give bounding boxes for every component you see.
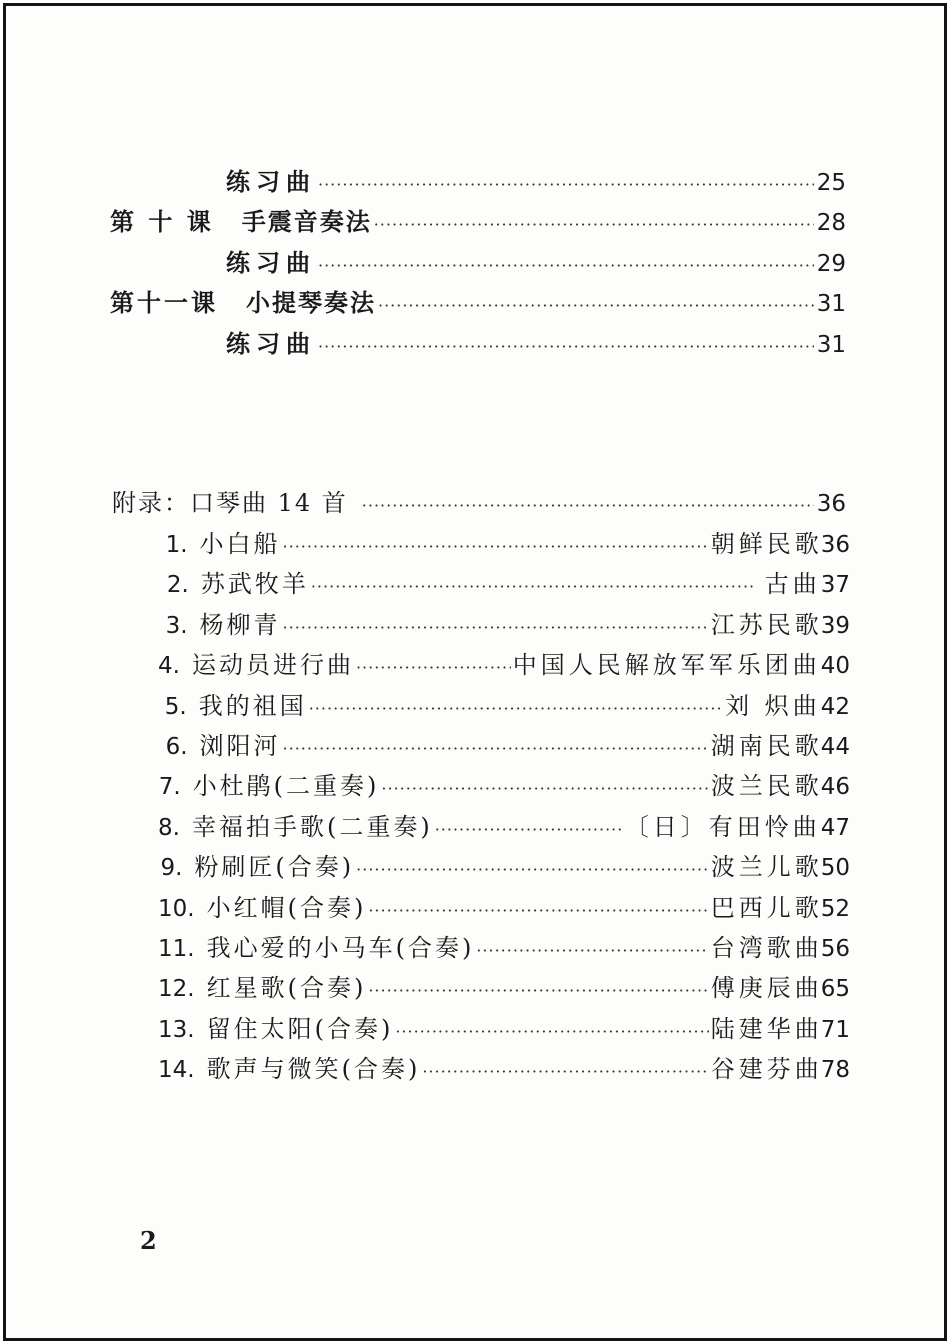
song-page: 46 [820, 774, 850, 801]
song-title: 我心爱的小马车(合奏) [206, 934, 475, 962]
song-title: 留住太阳(合奏) [206, 1014, 394, 1043]
leader-dots [362, 491, 814, 521]
leader-dots [283, 613, 709, 643]
song-title: 小白船 [199, 530, 281, 558]
leader-dots [368, 896, 708, 926]
song-composer: 波兰民歌 [710, 772, 823, 801]
leader-dots [318, 332, 814, 362]
song-number: 13. [158, 1016, 195, 1043]
song-page: 78 [820, 1057, 850, 1084]
song-number: 6. [165, 734, 188, 760]
toc-entry-exercise-2 [226, 248, 846, 281]
song-page: 42 [820, 693, 850, 720]
song-entry [158, 650, 850, 683]
song-composer: 傅庚辰曲 [710, 974, 823, 1003]
song-entry [158, 610, 850, 643]
toc-entry-page: 36 [816, 491, 846, 517]
song-number: 1. [165, 532, 188, 558]
song-entry [158, 812, 850, 845]
leader-dots [283, 734, 709, 764]
song-entry [158, 933, 850, 966]
song-composer: 陆建华曲 [710, 1014, 823, 1043]
leader-dots [318, 251, 814, 281]
song-composer: 波兰儿歌 [710, 853, 823, 882]
song-page: 65 [820, 976, 850, 1003]
toc-entry-exercise-1 [226, 167, 846, 200]
song-entry [158, 529, 850, 562]
song-page: 39 [820, 612, 850, 639]
leader-dots [374, 210, 814, 240]
song-title: 苏武牧羊 [200, 570, 309, 599]
leader-dots [356, 855, 709, 885]
lesson-number: 第十一课 [110, 288, 218, 317]
toc-entry-page: 28 [816, 210, 846, 236]
song-composer: 江苏民歌 [710, 610, 823, 639]
leader-dots [435, 815, 623, 845]
leader-dots [309, 694, 723, 724]
toc-entry-label: 练习曲 [226, 248, 316, 277]
song-composer: 古曲 [764, 570, 821, 599]
page-number: 2 [140, 1226, 157, 1255]
song-page: 36 [820, 532, 850, 558]
song-title: 我的祖国 [198, 691, 307, 720]
song-number: 9. [160, 855, 183, 882]
song-composer: 湖南民歌 [710, 732, 823, 760]
leader-dots [395, 1017, 708, 1047]
song-page: 56 [820, 936, 850, 962]
song-number: 4. [158, 653, 180, 680]
song-entry [158, 691, 850, 724]
leader-dots [283, 532, 709, 562]
song-entry [158, 973, 850, 1006]
song-composer: 刘 炽曲 [725, 691, 821, 720]
song-number: 7. [158, 774, 181, 801]
song-title: 粉刷匠(合奏) [194, 853, 355, 882]
lesson-title: 小提琴奏法 [246, 288, 376, 317]
lesson-number: 第 十 课 [110, 207, 214, 236]
leader-dots [318, 170, 814, 200]
song-entry [158, 893, 850, 926]
song-number: 14. [158, 1057, 195, 1084]
toc-entry-page: 25 [816, 170, 846, 196]
leader-dots [476, 936, 708, 966]
toc-entry-page: 31 [816, 332, 846, 358]
song-title: 杨柳青 [199, 610, 281, 639]
song-entry [158, 1054, 850, 1087]
song-page: 47 [820, 814, 850, 841]
lesson-title: 手震音奏法 [241, 207, 372, 236]
leader-dots [381, 774, 708, 804]
toc-entry-label: 练习曲 [226, 329, 316, 358]
song-composer: 谷建芬曲 [710, 1055, 823, 1084]
song-composer: 中国人民解放军军乐团曲 [512, 651, 821, 680]
song-entry [158, 731, 850, 764]
song-number: 8. [158, 814, 180, 841]
toc-entry-lesson-11 [110, 288, 846, 321]
toc-entry-lesson-10 [110, 207, 846, 240]
song-title: 浏阳河 [199, 732, 281, 760]
song-number: 3. [165, 612, 188, 639]
leader-dots [356, 653, 511, 683]
song-number: 12. [158, 976, 195, 1003]
song-composer: 〔日〕有田怜曲 [624, 812, 821, 841]
song-number: 2. [166, 572, 189, 599]
song-title: 幸福拍手歌(二重奏) [191, 812, 433, 841]
song-composer: 朝鲜民歌 [710, 530, 823, 558]
song-entry [158, 852, 850, 885]
song-composer: 巴西儿歌 [710, 893, 823, 922]
song-entry [158, 1014, 850, 1047]
leader-dots [378, 291, 814, 321]
toc-entry-page: 29 [816, 251, 846, 277]
song-page: 40 [820, 653, 850, 680]
toc-entry-exercise-3 [226, 329, 846, 362]
leader-dots [368, 976, 708, 1006]
toc-entry-label: 练习曲 [226, 167, 316, 196]
leader-dots [311, 572, 756, 602]
song-title: 红星歌(合奏) [206, 974, 367, 1003]
song-page: 52 [820, 895, 850, 922]
song-number: 10. [158, 895, 195, 922]
song-title: 运动员进行曲 [191, 651, 354, 680]
song-page: 37 [820, 572, 850, 599]
leader-dots [422, 1057, 708, 1087]
song-page: 50 [820, 855, 850, 882]
toc-entry-appendix [112, 488, 846, 521]
song-entry [158, 569, 850, 602]
song-page: 44 [820, 734, 850, 760]
appendix-label: 附录：口琴曲 14 首 [112, 489, 348, 517]
song-entry [158, 771, 850, 804]
song-title: 歌声与微笑(合奏) [206, 1055, 421, 1084]
song-page: 71 [820, 1016, 850, 1043]
song-title: 小红帽(合奏) [206, 893, 367, 922]
song-composer: 台湾歌曲 [710, 934, 823, 962]
song-number: 11. [158, 936, 195, 962]
song-number: 5. [164, 693, 187, 720]
toc-entry-page: 31 [816, 291, 846, 317]
song-title: 小杜鹃(二重奏) [192, 772, 380, 801]
